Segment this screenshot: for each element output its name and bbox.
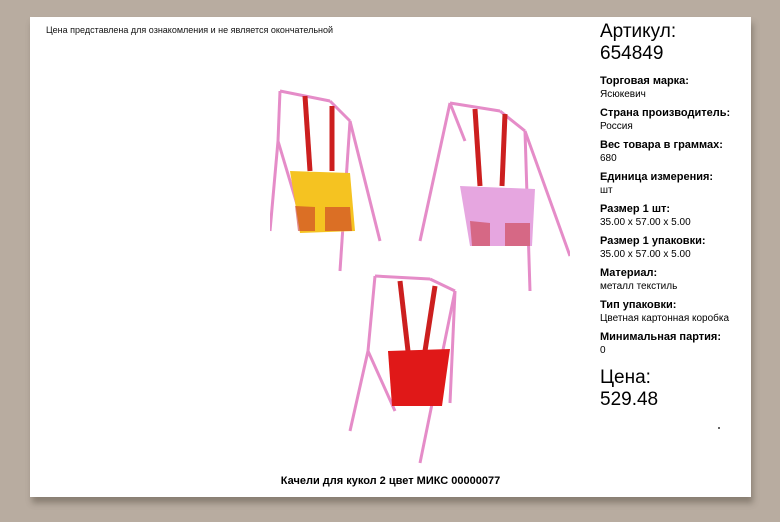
spec-value: 35.00 x 57.00 x 5.00 [600,217,691,228]
spec-item-size [600,203,750,229]
spec-value: Цветная картонная коробка [600,313,730,324]
spec-value: 680 [600,153,617,164]
spec-min-order [600,331,750,357]
spec-weight [600,139,750,165]
spec-label: Страна производитель: [600,107,731,119]
product-caption: Качели для кукол 2 цвет МИКС 00000077 [280,475,501,487]
price-label: Цена: [600,367,651,388]
spec-value: металл текстиль [600,281,678,292]
spec-material [600,267,750,293]
swing-yellow [270,91,380,271]
spec-label: Размер 1 шт: [600,203,671,215]
spec-unit [600,171,750,197]
article-number: 654849 [600,43,664,64]
spec-value: Россия [600,121,633,132]
spec-value: 0 [600,345,606,356]
spec-package-size [600,235,750,261]
spec-value: шт [600,185,613,196]
spec-label: Минимальная партия: [600,331,721,343]
decorative-dot [718,427,720,429]
spec-label: Тип упаковки: [600,299,677,311]
price-notice: Цена представлена для ознакомления и не является окончательной [46,25,334,35]
spec-value: 35.00 x 57.00 x 5.00 [600,249,691,260]
spec-label: Вес товара в граммах: [600,139,723,151]
spec-package-type [600,299,750,325]
spec-label: Материал: [600,267,658,279]
spec-country [600,107,750,133]
product-image [270,81,570,471]
spec-label: Единица измерения: [600,171,714,183]
product-card [30,17,751,497]
article-label: Артикул: [600,21,677,42]
spec-label: Размер 1 упаковки: [600,235,706,247]
spec-label: Торговая марка: [600,75,689,87]
spec-value: Ясюкевич [600,89,646,100]
spec-brand [600,75,750,101]
price-value: 529.48 [600,389,659,410]
swing-red [350,276,455,463]
product-details-panel [600,21,750,411]
swing-lilac [420,103,570,291]
